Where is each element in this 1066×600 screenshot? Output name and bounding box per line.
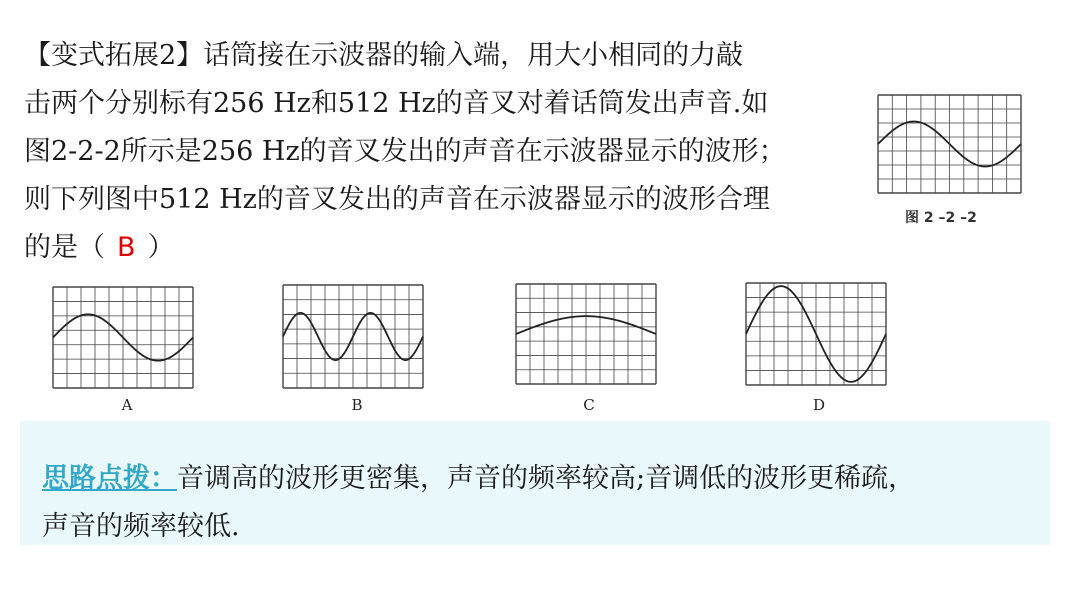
option-d-label: D [812, 396, 826, 414]
oscilloscope-screen [282, 284, 424, 389]
question-text [24, 32, 874, 272]
oscilloscope-screen [745, 282, 887, 386]
question-line: 图2-2-2所示是256 Hz的音叉发出的声音在示波器显示的波形； [24, 136, 786, 167]
hint-text [42, 455, 1042, 551]
question-line [24, 224, 874, 272]
hint-box [20, 421, 1050, 545]
reference-figure-label: 图 2 –2 –2 [905, 210, 977, 226]
hint-title: 思路点拨： [42, 463, 177, 494]
option-c-oscilloscope [515, 283, 657, 385]
option-d-oscilloscope [745, 282, 887, 386]
oscilloscope-screen [877, 94, 1022, 194]
question-line: 则下列图中512 Hz的音叉发出的声音在示波器显示的波形合理 [24, 184, 770, 215]
question-line-prefix: 的是（ [24, 232, 105, 263]
option-a-oscilloscope [52, 286, 194, 389]
reference-oscilloscope [877, 94, 1022, 194]
option-a-label: A [121, 396, 133, 414]
oscilloscope-screen [52, 286, 194, 389]
answer-text: B [117, 232, 136, 263]
oscilloscope-screen [515, 283, 657, 385]
question-line: 【变式拓展2】话筒接在示波器的输入端，用大小相同的力敲 [24, 40, 744, 71]
hint-line-2: 声音的频率较低. [42, 511, 240, 542]
option-b-label: B [351, 396, 363, 414]
option-c-label: C [583, 396, 595, 414]
question-line: 击两个分别标有256 Hz和512 Hz的音叉对着话筒发出声音.如 [24, 88, 769, 119]
option-b-oscilloscope [282, 284, 424, 389]
question-line-suffix: ） [147, 232, 175, 263]
hint-line-1: 音调高的波形更密集，声音的频率较高;音调低的波形更稀疏， [177, 463, 916, 494]
